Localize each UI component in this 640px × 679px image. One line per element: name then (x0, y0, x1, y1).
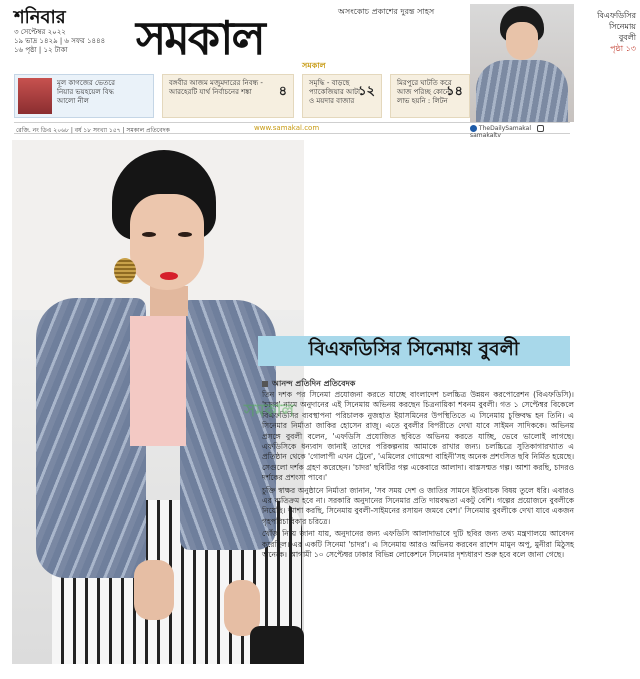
info-bar (14, 122, 570, 139)
teaser-item (14, 74, 154, 118)
byline-text: আনন্দ প্রতিদিন প্রতিবেদক (272, 379, 356, 388)
website-link[interactable]: www.samakal.com (254, 124, 320, 132)
article-headline: বিএফডিসির সিনেমায় বুবলী (258, 336, 570, 366)
teaser-line: বুবলী (618, 33, 636, 42)
date-line: ১৯ ভাদ্র ১৪২৯ | ৬ সফর ১৪৪৪ (14, 37, 106, 45)
masthead (0, 0, 640, 70)
article-paragraph: খোঁজ নিয়ে জানা যায়, অনুদানের জন্য এফডিসি আলাদাভাবে দুটি ছবির জন্য তথ্য মন্ত্রণালয়ে আবেদন করেছিল। এর একটি সিনেমা 'চাদর'। এ সিনেমায় আরও অভিনয় করবেন রাশেদ মামুন অপু, মুনীরা মিঠুসহ অনেকে। আগামী ১০ সেপ্টেম্বর ঢাকার বিভিন্ন লোকেশনে সিনেমার দৃশ্যধারণ শুরু হবে বলে জানা গেছে। (262, 529, 574, 560)
teaser-page-number: ১৪ (446, 84, 463, 99)
teaser-text: বঙ্গবীর আজম মজুমদারের নিবন্ধ - আরহেরটি যার্থ নির্বাচনের শঙ্কা (169, 79, 263, 96)
facebook-handle[interactable]: TheDailySamakal (478, 125, 531, 132)
registration-info: রেজি. নং ডিএ ২০৬৮ | বর্ষ ১৮ সংখ্যা ১৫৭ | সমকাল প্রতিবেদক (16, 127, 170, 134)
teaser-text: সমৃদ্ধি - বাড়ছে প্যাকেজিয়ার আটা ও ময়দার বাজার (309, 79, 361, 105)
facebook-icon[interactable] (470, 125, 477, 132)
teaser-page-number: ১২ (358, 84, 375, 99)
teaser-item (162, 74, 294, 118)
teaser-page: পৃষ্ঠা ১৩ (610, 44, 636, 53)
article-paragraph: চুক্তি স্বাক্ষর অনুষ্ঠানে নির্মাতা জানান, 'সব সময় দেশ ও জাতির সামনে ইতিবাচক বিষয় তুলে ধরি। এবারও এর ব্যতিক্রম হবে না। সরকারি অনুদানের সিনেমার প্রতি দায়বদ্ধতা একটু বেশি। গল্পের প্রয়োজনে বুবলীকে নিয়েছি। আশা করছি, সিনেমায় বুবলী-সাইমনের রসায়ন জমবে বেশ।' সিনেমায় বুবলীকে দেখা যাবে একজন গৃহপরিচারিকার চরিত্রে। (262, 485, 574, 526)
instagram-handle[interactable]: samakaltv (470, 132, 501, 139)
social-links (470, 125, 570, 139)
logo-subscript: সমকাল (302, 61, 326, 70)
teaser-item (302, 74, 382, 118)
teaser-item (390, 74, 470, 118)
teaser-thumbnail (18, 78, 52, 114)
bullet-square-icon (262, 381, 268, 387)
tagline: অসংকোচ প্রকাশের দুরন্ত সাহস (338, 7, 435, 16)
watermark: সমকাল (244, 401, 295, 421)
earring-icon (114, 258, 136, 284)
teaser-page-number: ৪ (278, 84, 287, 99)
teaser-text: মূল কাগজের ভেতরে নিয়ার ভয়হয়েল বিদ্ধ আলো নীল (57, 79, 115, 105)
article-body (262, 390, 574, 563)
newspaper-logo: সমকাল (136, 11, 264, 65)
instagram-icon[interactable] (537, 125, 544, 132)
teaser-line: বিএফডিসির (597, 11, 636, 20)
date-line: ৩ সেপ্টেম্বর ২০২২ (14, 28, 66, 36)
date-line: ১৬ পৃষ্ঠা | ১২ টাকা (14, 46, 68, 54)
teaser-line: সিনেমায় (608, 22, 636, 31)
weekday: শনিবার (14, 7, 66, 28)
teaser-text (574, 10, 636, 54)
article-paragraph: তিন দশক পর সিনেমা প্রযোজনা করতে যাচ্ছে বাংলাদেশ চলচ্চিত্র উন্নয়ন করপোরেশন (বিএফডিসি)। 'চাদর' নামে অনুদানের এই সিনেমায় অভিনয় করছেন চিত্রনায়িকা শবনম বুবলী। গত ১ সেপ্টেম্বর বিকেলে বিএফডিসির ব্যবস্থাপনা পরিচালক নুজহাত ইয়াসমিনের উপস্থিতিতে এ সিনেমায় চুক্তিবদ্ধ হন তিনি। এ সিনেমার নির্মাতা জাকির হোসেন রাজু। এতে বুবলীর বিপরীতে দেখা যাবে সাইমন সাদিককে। অভিনয় প্রসঙ্গে বুবলী বলেন, 'এফডিসি প্রযোজিত ছবিতে অভিনয় করতে যাচ্ছি, ভেবে ভালোই লাগছে। এফডিসিকে ধন্যবাদ জানাই তাদের পরিকল্পনায় আমাকে রাখার জন্য। চলচ্চিত্রে সুতিকাগারখ্যাত এ প্রতিষ্ঠান থেকে 'গোলাপী এখন ট্রেনে', 'এমিলের গোয়েন্দা বাহিনী'সহ অনেক প্রশংসিত ছবি নির্মিত হয়েছে। সেগুলো দর্শক গ্রহণ করেছেন। 'চাদর' ছবিটির গল্প একেবারে আলাদা। বাস্তসম্মত গল্প। আশা করছি, চাদরও দর্শকের প্রশংসা পাবে।' (262, 390, 574, 483)
date-block (14, 8, 124, 55)
teaser-text: মিরপুরে ঘাটতি করে আজ পরিচ্ছ কোনো লাভ হয়নি : লিটন (397, 79, 452, 105)
masthead-teaser-photo (470, 4, 574, 122)
teaser-strip (14, 74, 470, 118)
